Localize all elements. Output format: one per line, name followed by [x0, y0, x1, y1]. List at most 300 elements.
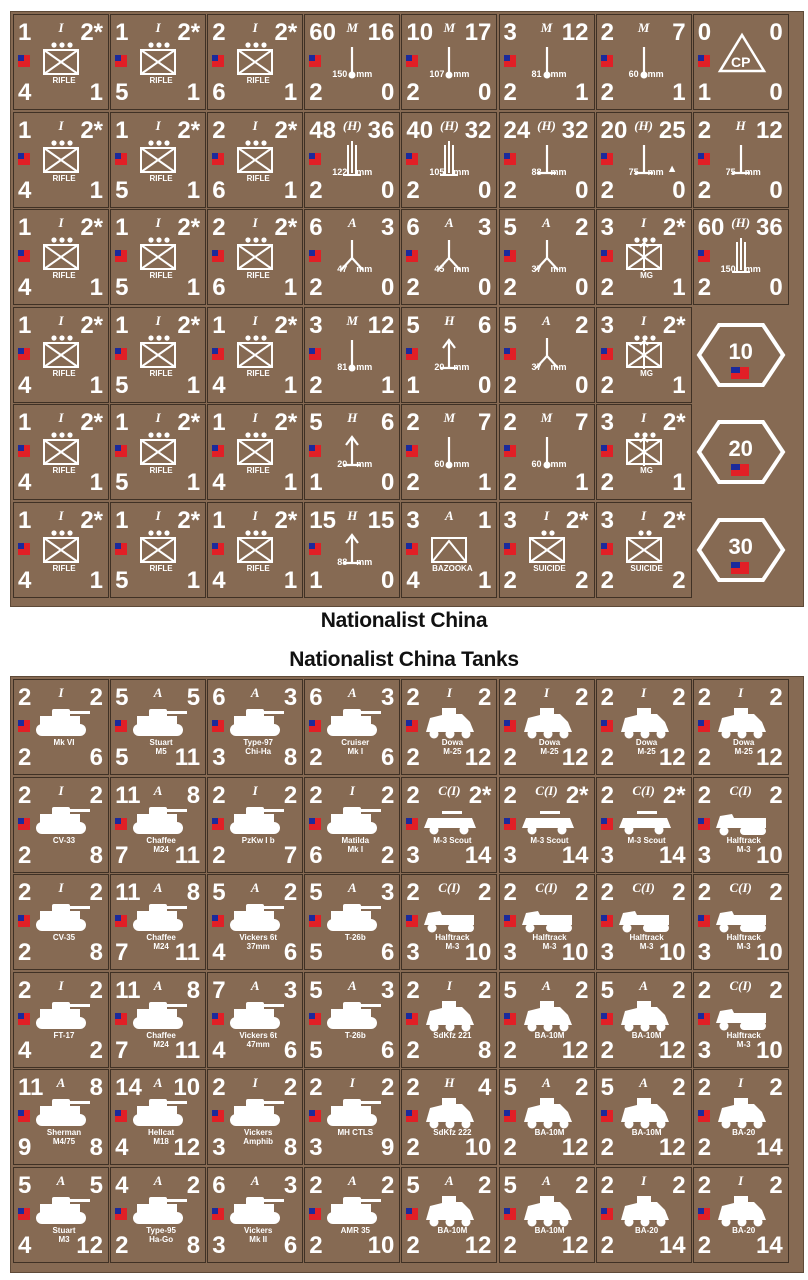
unit-type-code: A	[347, 215, 357, 230]
inf3-symbol-icon	[208, 210, 304, 306]
counter-value-tl: 2	[697, 684, 712, 711]
unit-counter[interactable]	[499, 209, 595, 305]
counter-value-tl: 2	[18, 976, 32, 1004]
vehicle-name-label: M-3	[445, 942, 460, 951]
unit-counter[interactable]	[110, 1069, 206, 1165]
vehicle-name-label: BA-10M	[534, 1030, 565, 1040]
unit-counter[interactable]	[110, 679, 206, 775]
unit-counter[interactable]	[207, 307, 303, 403]
counter-value-tr: 2*	[274, 311, 298, 339]
counter-value-br: 2	[575, 566, 589, 594]
counter-value-tl: 5	[309, 879, 323, 906]
counter-value-br: 1	[186, 79, 201, 106]
unit-counter[interactable]	[693, 112, 789, 208]
unit-counter[interactable]	[304, 112, 400, 208]
unit-counter[interactable]	[596, 502, 692, 598]
unit-counter[interactable]	[693, 777, 789, 873]
unit-counter[interactable]	[110, 14, 206, 110]
counter-value-tl: 48	[309, 116, 336, 144]
counter-value-tl: 5	[309, 409, 323, 436]
unit-counter[interactable]	[499, 502, 595, 598]
unit-counter[interactable]	[13, 14, 109, 110]
unit-counter[interactable]	[207, 1069, 303, 1165]
vehicle-name-label: M-3 Scout	[530, 835, 569, 845]
caliber-value: 20	[434, 361, 445, 372]
unit-counter[interactable]	[207, 679, 303, 775]
counter-value-bl: 2	[697, 1231, 712, 1259]
counter-value-tr: 2	[575, 1171, 589, 1199]
counter-value-tl: 3	[600, 311, 614, 339]
mortar-symbol-icon	[402, 15, 498, 111]
unit-counter[interactable]	[13, 209, 109, 305]
unit-counter[interactable]	[110, 972, 206, 1068]
counter-value-bl: 2	[600, 79, 614, 106]
counter-value-br: 0	[672, 176, 686, 204]
halftrack-icon	[500, 875, 596, 971]
unit-counter[interactable]	[13, 404, 109, 500]
unit-type-code: (H)	[440, 117, 459, 133]
caliber-unit: mm	[550, 361, 567, 372]
counter-value-tr: 8	[186, 879, 201, 906]
unit-type-code: C(I)	[535, 880, 558, 895]
unit-counter[interactable]	[693, 14, 789, 110]
unit-counter[interactable]	[401, 307, 497, 403]
counter-value-tr: 2	[575, 214, 589, 241]
unit-counter[interactable]	[207, 972, 303, 1068]
caliber-unit: mm	[550, 166, 567, 177]
counter-value-tl: 1	[212, 506, 226, 534]
unit-counter[interactable]	[499, 874, 595, 970]
counter-value-tl: 5	[406, 1171, 420, 1199]
counter-value-br: 12	[464, 744, 492, 771]
counter-value-tl: 1	[115, 409, 129, 436]
turn-marker-20[interactable]	[693, 404, 789, 500]
halftrack-icon	[694, 875, 790, 971]
unit-counter[interactable]	[207, 209, 303, 305]
counter-value-br: 1	[575, 79, 589, 106]
command-post-label: CP	[730, 54, 751, 70]
unit-counter[interactable]	[596, 209, 692, 305]
unit-counter[interactable]	[401, 502, 497, 598]
unit-counter[interactable]	[207, 112, 303, 208]
vehicle-name-label: Chaffee	[146, 1030, 176, 1040]
tank-icon	[208, 973, 304, 1069]
vehicle-name-label: 47mm	[246, 1039, 270, 1049]
counter-value-bl: 2	[406, 176, 420, 204]
counter-value-br: 12	[561, 1036, 589, 1064]
vehicle-name-label: M-3	[736, 844, 751, 854]
unit-type-code: M	[443, 410, 456, 425]
counter-value-tr: 3	[283, 1171, 298, 1199]
counter-value-bl: 4	[18, 371, 32, 399]
unit-role-label: RIFLE	[149, 466, 173, 475]
unit-counter[interactable]	[207, 1167, 303, 1263]
counter-value-br: 0	[380, 566, 395, 594]
unit-counter[interactable]	[207, 14, 303, 110]
unit-counter[interactable]	[693, 874, 789, 970]
mortar-symbol-icon	[500, 405, 596, 501]
tank-icon	[111, 680, 207, 776]
unit-counter[interactable]	[13, 502, 109, 598]
unit-counter[interactable]	[110, 874, 206, 970]
counter-value-tr: 32	[464, 116, 492, 144]
unit-type-code: M	[443, 20, 456, 35]
unit-counter[interactable]	[304, 679, 400, 775]
vehicle-name-label: Mk I	[347, 844, 364, 854]
counter-value-br: 2	[380, 841, 395, 869]
unit-counter[interactable]	[596, 112, 692, 208]
unit-counter[interactable]	[13, 874, 109, 970]
howitzer-symbol-icon	[402, 113, 498, 209]
unit-counter[interactable]	[304, 777, 400, 873]
counter-value-tl: 1	[18, 311, 32, 339]
caliber-unit: mm	[550, 264, 567, 274]
unit-counter[interactable]	[596, 972, 692, 1068]
arrow-symbol-icon	[305, 405, 401, 501]
vehicle-name-label: CV-35	[52, 933, 76, 942]
counter-value-br: 8	[186, 1231, 201, 1259]
unit-counter[interactable]	[110, 502, 206, 598]
counter-value-br: 0	[769, 79, 783, 106]
vehicle-name-label: Dowa	[635, 738, 658, 747]
counter-value-tr: 2*	[177, 19, 201, 46]
tank-icon	[14, 680, 110, 776]
unit-counter[interactable]	[13, 1167, 109, 1263]
unit-counter[interactable]	[207, 502, 303, 598]
unit-type-code: I	[252, 215, 258, 230]
counter-value-tl: 2	[406, 781, 420, 809]
unit-role-label: RIFLE	[149, 368, 173, 378]
counter-value-bl: 5	[115, 469, 129, 496]
counter-value-br: 14	[658, 1231, 686, 1259]
counter-value-tl: 5	[503, 214, 517, 241]
counter-value-tr: 2	[769, 976, 783, 1004]
counter-value-bl: 7	[115, 841, 129, 869]
unit-counter[interactable]	[13, 972, 109, 1068]
unit-counter[interactable]	[13, 777, 109, 873]
unit-counter[interactable]	[401, 777, 497, 873]
tank-icon	[208, 875, 304, 971]
counter-value-bl: 4	[212, 1036, 226, 1064]
unit-counter[interactable]	[304, 874, 400, 970]
armored-car-icon	[402, 1168, 498, 1264]
caliber-unit: mm	[647, 166, 664, 177]
unit-counter[interactable]	[401, 972, 497, 1068]
counter-value-bl: 3	[309, 1134, 323, 1161]
counter-value-tl: 2	[697, 781, 712, 809]
unit-role-label: RIFLE	[246, 563, 270, 573]
mortar-symbol-icon	[597, 15, 693, 111]
unit-type-code: I	[58, 215, 64, 230]
unit-counter[interactable]	[304, 502, 400, 598]
inf3-symbol-icon	[208, 308, 304, 404]
counter-value-tr: 2*	[80, 214, 103, 241]
counter-value-br: 1	[89, 371, 103, 399]
counter-value-tr: 0	[769, 19, 783, 46]
unit-counter[interactable]	[304, 1069, 400, 1165]
counter-value-tr: 2*	[177, 214, 201, 241]
unit-counter[interactable]	[13, 307, 109, 403]
counter-value-bl: 5	[115, 744, 129, 771]
vehicle-name-label: M4/75	[52, 1137, 76, 1146]
vehicle-name-label: PzKw I b	[241, 835, 275, 845]
unit-counter[interactable]	[401, 209, 497, 305]
counter-value-bl: 2	[503, 371, 517, 399]
counter-value-bl: 6	[212, 274, 226, 301]
counter-value-tr: 3	[283, 976, 298, 1004]
unit-counter[interactable]	[693, 972, 789, 1068]
unit-counter[interactable]	[401, 679, 497, 775]
vehicle-name-label: M-25	[734, 747, 753, 756]
caliber-unit: mm	[550, 69, 567, 79]
tank-sheet-title: Nationalist China Tanks	[289, 648, 519, 671]
tank-icon	[208, 1168, 304, 1264]
counter-value-tl: 2	[600, 19, 614, 46]
unit-counter[interactable]	[304, 1167, 400, 1263]
counter-value-br: 0	[575, 176, 589, 204]
counter-value-tl: 20	[600, 116, 628, 144]
counter-value-br: 1	[89, 274, 103, 301]
counter-value-tr: 2*	[662, 311, 686, 339]
unit-counter[interactable]	[499, 307, 595, 403]
vehicle-name-label: Ha-Go	[149, 1234, 174, 1244]
counter-value-tr: 2*	[662, 214, 686, 241]
counter-value-br: 0	[380, 176, 395, 204]
vehicle-name-label: BA-10M	[437, 1225, 468, 1235]
counter-value-tr: 2*	[177, 409, 201, 436]
counter-value-br: 8	[283, 1134, 298, 1161]
unit-type-code: I	[641, 1172, 647, 1188]
unit-counter[interactable]	[110, 209, 206, 305]
unit-type-code: A	[347, 685, 357, 700]
unit-counter[interactable]	[13, 1069, 109, 1165]
counter-value-tr: 2*	[662, 409, 686, 436]
unit-type-code: I	[349, 1075, 355, 1090]
counter-value-bl: 5	[309, 939, 323, 966]
counter-value-tr: 2	[769, 781, 783, 809]
counter-value-bl: 2	[600, 1231, 614, 1259]
unit-role-label: RIFLE	[52, 271, 76, 280]
unit-type-code: A	[639, 977, 648, 993]
marker-value: 20	[728, 436, 753, 461]
counter-value-bl: 2	[600, 1036, 614, 1064]
counter-value-tl: 1	[18, 506, 32, 534]
counter-value-tl: 2	[697, 116, 712, 144]
caliber-value: 75	[628, 166, 639, 177]
unit-type-code: A	[542, 1172, 551, 1188]
unit-counter[interactable]	[304, 972, 400, 1068]
counter-value-tr: 5	[89, 1171, 103, 1199]
unit-type-code: A	[542, 977, 551, 993]
counter-value-bl: 7	[115, 939, 129, 966]
counter-value-br: 12	[76, 1231, 103, 1259]
counter-value-tl: 2	[18, 684, 32, 711]
unit-counter[interactable]	[596, 777, 692, 873]
counter-value-tl: 10	[406, 19, 434, 46]
at-symbol-icon	[500, 210, 596, 306]
unit-type-code: I	[58, 312, 64, 328]
unit-counter[interactable]	[207, 777, 303, 873]
unit-counter[interactable]	[110, 112, 206, 208]
counter-value-tl: 2	[212, 781, 226, 809]
counter-value-bl: 6	[212, 176, 226, 204]
counter-value-br: 11	[174, 841, 201, 869]
unit-counter[interactable]	[401, 404, 497, 500]
unit-counter[interactable]	[401, 14, 497, 110]
unit-counter[interactable]	[499, 679, 595, 775]
counter-value-tl: 5	[503, 311, 517, 339]
counter-value-tr: 2	[672, 976, 686, 1004]
unit-counter[interactable]	[499, 777, 595, 873]
unit-counter[interactable]	[596, 1069, 692, 1165]
unit-counter[interactable]	[499, 112, 595, 208]
inf2-symbol-icon	[597, 503, 693, 599]
unit-counter[interactable]	[499, 1069, 595, 1165]
unit-counter[interactable]	[401, 1069, 497, 1165]
counter-value-tl: 5	[503, 976, 517, 1004]
counter-value-bl: 2	[503, 176, 517, 204]
counter-value-tl: 6	[309, 214, 323, 241]
unit-counter[interactable]	[401, 874, 497, 970]
unit-counter[interactable]	[110, 307, 206, 403]
inf3-symbol-icon	[208, 503, 304, 599]
unit-counter[interactable]	[499, 972, 595, 1068]
unit-counter[interactable]	[693, 1167, 789, 1263]
counter-value-bl: 5	[309, 1036, 323, 1064]
counter-value-br: 10	[755, 1036, 783, 1064]
vehicle-name-label: Halftrack	[726, 933, 761, 942]
counter-value-tr: 3	[380, 976, 395, 1004]
unit-counter[interactable]	[596, 679, 692, 775]
caliber-unit: mm	[550, 459, 567, 469]
counter-value-bl: 9	[18, 1134, 32, 1161]
counter-value-br: 1	[672, 469, 686, 496]
unit-counter[interactable]	[304, 14, 400, 110]
counter-value-br: 10	[755, 841, 783, 869]
counter-value-bl: 4	[18, 566, 32, 594]
unit-counter[interactable]	[401, 112, 497, 208]
arrow-symbol-icon	[402, 308, 498, 404]
unit-counter[interactable]	[401, 1167, 497, 1263]
unit-counter[interactable]	[499, 404, 595, 500]
infantry-sheet-title: Nationalist China	[320, 609, 488, 632]
vehicle-name-label: Vickers 6t	[239, 1030, 278, 1040]
counter-value-br: 1	[380, 371, 395, 399]
vehicle-name-label: Vickers	[244, 1128, 273, 1137]
unit-counter[interactable]	[596, 404, 692, 500]
unit-counter[interactable]	[207, 874, 303, 970]
counter-value-tr: 2	[89, 781, 103, 809]
unit-counter[interactable]	[499, 1167, 595, 1263]
counter-value-br: 14	[658, 841, 686, 869]
vehicle-name-label: Mk VI	[53, 738, 75, 747]
unit-counter[interactable]	[304, 404, 400, 500]
unit-counter[interactable]	[13, 112, 109, 208]
counter-value-br: 11	[174, 939, 201, 966]
unit-counter[interactable]	[207, 404, 303, 500]
counter-value-tr: 2*	[274, 214, 298, 241]
caliber-unit: mm	[453, 361, 470, 372]
counter-value-tr: 2*	[565, 781, 589, 809]
unit-type-code: C(I)	[632, 880, 655, 895]
counter-value-bl: 4	[18, 79, 32, 106]
counter-value-bl: 3	[212, 744, 226, 771]
counter-value-br: 6	[283, 1036, 298, 1064]
turn-marker-10[interactable]	[693, 307, 789, 403]
counter-value-br: 12	[173, 1134, 201, 1161]
counter-value-bl: 2	[600, 371, 614, 399]
counter-value-bl: 2	[406, 274, 420, 301]
counter-value-tr: 2*	[274, 116, 298, 144]
vehicle-name-label: SdKfz 221	[433, 1030, 472, 1040]
counter-value-bl: 1	[309, 566, 323, 594]
counter-value-tl: 6	[406, 214, 420, 241]
counter-value-tr: 32	[561, 116, 589, 144]
unit-counter[interactable]	[693, 679, 789, 775]
unit-type-code: M	[346, 312, 359, 328]
unit-type-code: I	[543, 685, 550, 700]
unit-role-label: RIFLE	[52, 76, 76, 85]
counter-value-tr: 2*	[468, 781, 492, 809]
counter-value-tr: 2	[283, 1074, 298, 1101]
unit-counter[interactable]	[693, 209, 789, 305]
inf3-symbol-icon	[208, 15, 304, 111]
unit-counter[interactable]	[596, 307, 692, 403]
unit-counter[interactable]	[304, 307, 400, 403]
unit-counter[interactable]	[13, 679, 109, 775]
unit-counter[interactable]	[304, 209, 400, 305]
inf3-symbol-icon	[14, 308, 110, 404]
counter-value-tl: 2	[503, 684, 517, 711]
unit-counter[interactable]	[596, 14, 692, 110]
unit-counter[interactable]	[110, 404, 206, 500]
turn-marker-30[interactable]	[693, 502, 789, 598]
caliber-unit: mm	[744, 264, 761, 274]
triangle-icon: ▲	[666, 162, 678, 175]
unit-type-code: A	[445, 1172, 454, 1188]
vehicle-name-label: Stuart	[52, 1225, 76, 1235]
caliber-value: 107	[429, 69, 445, 79]
unit-counter[interactable]	[499, 14, 595, 110]
unit-type-code: I	[641, 410, 647, 425]
unit-counter[interactable]	[110, 777, 206, 873]
unit-counter[interactable]	[110, 1167, 206, 1263]
counter-value-bl: 2	[503, 79, 517, 106]
unit-counter[interactable]	[693, 1069, 789, 1165]
tank-counter-sheet	[10, 676, 804, 1273]
counter-value-tr: 2	[283, 879, 298, 906]
gun-symbol-icon	[694, 113, 790, 209]
counter-value-tr: 6	[380, 409, 395, 436]
unit-type-code: I	[58, 507, 64, 523]
unit-type-code: A	[542, 312, 551, 328]
counter-value-tr: 2*	[274, 506, 298, 534]
counter-value-tr: 2	[478, 1171, 492, 1199]
counter-value-bl: 4	[406, 566, 420, 594]
counter-value-bl: 2	[309, 1231, 323, 1259]
vehicle-name-label: Halftrack	[629, 933, 664, 942]
caliber-value: 37	[531, 264, 542, 274]
tank-icon	[305, 875, 401, 971]
unit-counter[interactable]	[596, 1167, 692, 1263]
counter-value-bl: 2	[503, 1231, 517, 1259]
counter-value-br: 1	[478, 469, 492, 496]
unit-counter[interactable]	[596, 874, 692, 970]
unit-type-code: I	[446, 685, 452, 700]
vehicle-name-label: Mk II	[249, 1234, 268, 1244]
tank-icon	[111, 778, 207, 874]
counter-value-tr: 12	[367, 311, 395, 339]
